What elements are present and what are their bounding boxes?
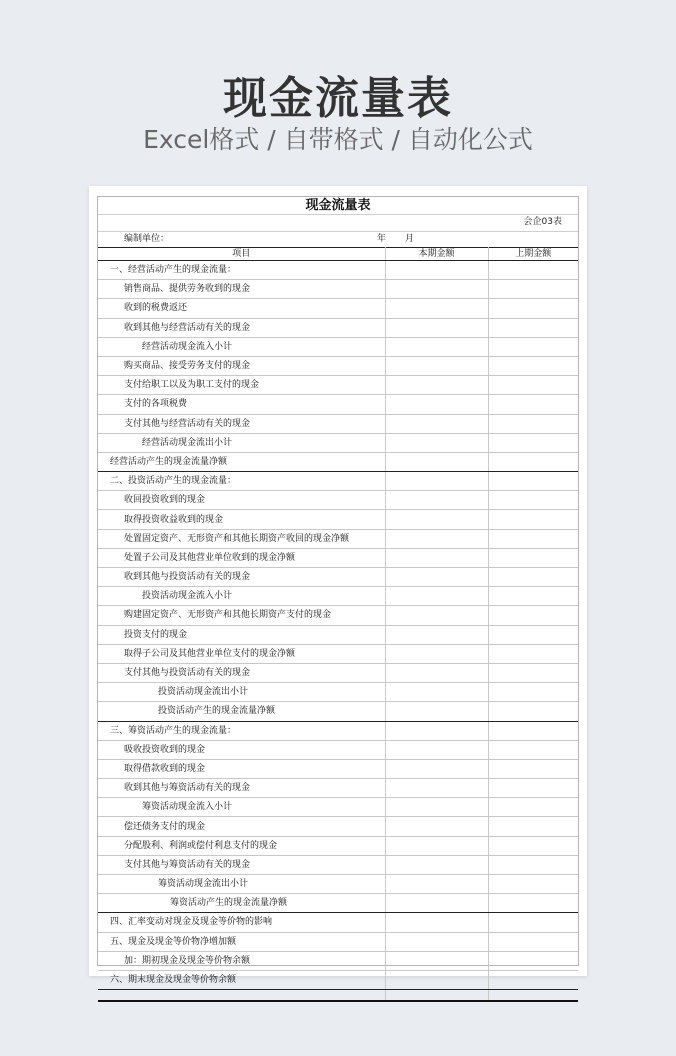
blank-cell bbox=[488, 990, 578, 1002]
cell-previous-amount[interactable] bbox=[488, 318, 578, 337]
table-header-row bbox=[98, 248, 578, 261]
cell-current-amount[interactable] bbox=[385, 721, 488, 740]
table-row bbox=[98, 702, 578, 721]
cell-current-amount[interactable] bbox=[385, 798, 488, 817]
row-label: 取得借款收到的现金 bbox=[98, 759, 385, 778]
unit-label: 编制单位： bbox=[124, 234, 170, 244]
cell-current-amount[interactable] bbox=[385, 491, 488, 510]
row-label: 收到的税费返还 bbox=[98, 299, 385, 318]
cell-previous-amount[interactable] bbox=[488, 414, 578, 433]
row-label: 处置子公司及其他营业单位收到的现金净额 bbox=[98, 548, 385, 567]
row-label: 支付其他与投资活动有关的现金 bbox=[98, 663, 385, 682]
cell-current-amount[interactable] bbox=[385, 568, 488, 587]
table-row bbox=[98, 299, 578, 318]
cell-current-amount[interactable] bbox=[385, 376, 488, 395]
table-row bbox=[98, 663, 578, 682]
table-row bbox=[98, 798, 578, 817]
table-body bbox=[98, 261, 578, 1002]
table-row bbox=[98, 376, 578, 395]
row-label: 加：期初现金及现金等价物余额 bbox=[98, 951, 385, 970]
row-label: 购买商品、接受劳务支付的现金 bbox=[98, 356, 385, 375]
cell-previous-amount[interactable] bbox=[488, 913, 578, 932]
blank-cell bbox=[385, 990, 488, 1002]
table-row bbox=[98, 644, 578, 663]
cell-previous-amount[interactable] bbox=[488, 798, 578, 817]
row-label: 支付其他与筹资活动有关的现金 bbox=[98, 855, 385, 874]
cell-previous-amount[interactable] bbox=[488, 261, 578, 280]
cell-previous-amount[interactable] bbox=[488, 548, 578, 567]
row-label: 处置固定资产、无形资产和其他长期资产收回的现金净额 bbox=[98, 529, 385, 548]
table-row bbox=[98, 817, 578, 836]
cell-previous-amount[interactable] bbox=[488, 702, 578, 721]
unit-row bbox=[98, 231, 578, 247]
table-row bbox=[98, 855, 578, 874]
cell-previous-amount[interactable] bbox=[488, 337, 578, 356]
table-row bbox=[98, 970, 578, 989]
table-row bbox=[98, 683, 578, 702]
table-row bbox=[98, 491, 578, 510]
table-row bbox=[98, 395, 578, 414]
cell-current-amount[interactable] bbox=[385, 472, 488, 491]
blank-cell bbox=[98, 990, 385, 1002]
cell-current-amount[interactable] bbox=[385, 510, 488, 529]
cell-current-amount[interactable] bbox=[385, 779, 488, 798]
row-label: 筹资活动现金流出小计 bbox=[98, 875, 385, 894]
row-label: 支付给职工以及为职工支付的现金 bbox=[98, 376, 385, 395]
table-row bbox=[98, 951, 578, 970]
cell-previous-amount[interactable] bbox=[488, 587, 578, 606]
table-row bbox=[98, 337, 578, 356]
table-row-blank bbox=[98, 990, 578, 1002]
row-label: 取得子公司及其他营业单位支付的现金净额 bbox=[98, 644, 385, 663]
cell-previous-amount[interactable] bbox=[488, 817, 578, 836]
page-subtitle: Excel格式 / 自带格式 / 自动化公式 bbox=[143, 125, 533, 154]
cell-previous-amount[interactable] bbox=[488, 376, 578, 395]
row-label: 投资活动现金流出小计 bbox=[98, 683, 385, 702]
cell-current-amount[interactable] bbox=[385, 740, 488, 759]
row-label: 偿还债务支付的现金 bbox=[98, 817, 385, 836]
table-row bbox=[98, 261, 578, 280]
sheet-title: 现金流量表 bbox=[98, 197, 578, 215]
table-row bbox=[98, 587, 578, 606]
cell-previous-amount[interactable] bbox=[488, 625, 578, 644]
row-label: 取得投资收益收到的现金 bbox=[98, 510, 385, 529]
cell-current-amount[interactable] bbox=[385, 433, 488, 452]
cell-previous-amount[interactable] bbox=[488, 568, 578, 587]
cell-previous-amount[interactable] bbox=[488, 472, 578, 491]
month-label: 月 bbox=[405, 234, 415, 244]
table-row bbox=[98, 529, 578, 548]
cell-current-amount[interactable] bbox=[385, 836, 488, 855]
cell-previous-amount[interactable] bbox=[488, 606, 578, 625]
table-row bbox=[98, 472, 578, 491]
table-row bbox=[98, 759, 578, 778]
table-row bbox=[98, 606, 578, 625]
table-row bbox=[98, 568, 578, 587]
row-label: 吸收投资收到的现金 bbox=[98, 740, 385, 759]
row-label: 经营活动现金流入小计 bbox=[98, 337, 385, 356]
cell-previous-amount[interactable] bbox=[488, 875, 578, 894]
table-row bbox=[98, 913, 578, 932]
cell-current-amount[interactable] bbox=[385, 644, 488, 663]
row-label: 收到其他与经营活动有关的现金 bbox=[98, 318, 385, 337]
cell-previous-amount[interactable] bbox=[488, 452, 578, 471]
cell-previous-amount[interactable] bbox=[488, 663, 578, 682]
row-label: 支付的各项税费 bbox=[98, 395, 385, 414]
row-label: 经营活动产生的现金流量净额 bbox=[98, 452, 385, 471]
cell-previous-amount[interactable] bbox=[488, 491, 578, 510]
row-label: 购建固定资产、无形资产和其他长期资产支付的现金 bbox=[98, 606, 385, 625]
cell-current-amount[interactable] bbox=[385, 299, 488, 318]
row-label: 一、经营活动产生的现金流量： bbox=[98, 261, 385, 280]
cell-current-amount[interactable] bbox=[385, 875, 488, 894]
cell-previous-amount[interactable] bbox=[488, 395, 578, 414]
cell-current-amount[interactable] bbox=[385, 261, 488, 280]
column-header-current: 本期金额 bbox=[385, 248, 488, 261]
table-row bbox=[98, 740, 578, 759]
cell-previous-amount[interactable] bbox=[488, 759, 578, 778]
form-code: 会企03表 bbox=[523, 217, 562, 227]
table-row bbox=[98, 875, 578, 894]
cell-current-amount[interactable] bbox=[385, 280, 488, 299]
page-title: 现金流量表 bbox=[223, 73, 453, 124]
cell-current-amount[interactable] bbox=[385, 683, 488, 702]
table-row bbox=[98, 356, 578, 375]
cell-current-amount[interactable] bbox=[385, 663, 488, 682]
cell-previous-amount[interactable] bbox=[488, 970, 578, 989]
cell-previous-amount[interactable] bbox=[488, 510, 578, 529]
cell-current-amount[interactable] bbox=[385, 337, 488, 356]
cell-current-amount[interactable] bbox=[385, 970, 488, 989]
cash-flow-table bbox=[98, 247, 578, 1002]
row-label: 支付其他与经营活动有关的现金 bbox=[98, 414, 385, 433]
cell-current-amount[interactable] bbox=[385, 855, 488, 874]
row-label: 二、投资活动产生的现金流量： bbox=[98, 472, 385, 491]
cell-current-amount[interactable] bbox=[385, 702, 488, 721]
cell-current-amount[interactable] bbox=[385, 625, 488, 644]
table-row bbox=[98, 932, 578, 951]
row-label: 销售商品、提供劳务收到的现金 bbox=[98, 280, 385, 299]
table-row bbox=[98, 721, 578, 740]
cell-previous-amount[interactable] bbox=[488, 894, 578, 913]
table-row bbox=[98, 836, 578, 855]
cell-current-amount[interactable] bbox=[385, 587, 488, 606]
cell-current-amount[interactable] bbox=[385, 894, 488, 913]
column-header-previous: 上期金额 bbox=[488, 248, 578, 261]
cell-current-amount[interactable] bbox=[385, 548, 488, 567]
row-label: 收回投资收到的现金 bbox=[98, 491, 385, 510]
table-row bbox=[98, 318, 578, 337]
spreadsheet-preview bbox=[89, 186, 587, 986]
cell-previous-amount[interactable] bbox=[488, 299, 578, 318]
cell-previous-amount[interactable] bbox=[488, 644, 578, 663]
row-label: 投资活动产生的现金流量净额 bbox=[98, 702, 385, 721]
table-row bbox=[98, 414, 578, 433]
cell-current-amount[interactable] bbox=[385, 932, 488, 951]
cell-current-amount[interactable] bbox=[385, 529, 488, 548]
cell-previous-amount[interactable] bbox=[488, 740, 578, 759]
table-row bbox=[98, 625, 578, 644]
table-row bbox=[98, 894, 578, 913]
row-label: 分配股利、利润或偿付利息支付的现金 bbox=[98, 836, 385, 855]
cell-current-amount[interactable] bbox=[385, 606, 488, 625]
cell-current-amount[interactable] bbox=[385, 913, 488, 932]
row-label: 筹资活动产生的现金流量净额 bbox=[98, 894, 385, 913]
table-row bbox=[98, 548, 578, 567]
year-label: 年 bbox=[377, 234, 387, 244]
row-label: 投资支付的现金 bbox=[98, 625, 385, 644]
cell-current-amount[interactable] bbox=[385, 759, 488, 778]
cell-current-amount[interactable] bbox=[385, 452, 488, 471]
cell-previous-amount[interactable] bbox=[488, 951, 578, 970]
row-label: 收到其他与筹资活动有关的现金 bbox=[98, 779, 385, 798]
table-row bbox=[98, 510, 578, 529]
cell-previous-amount[interactable] bbox=[488, 280, 578, 299]
cell-current-amount[interactable] bbox=[385, 951, 488, 970]
row-label: 五、现金及现金等价物净增加额 bbox=[98, 932, 385, 951]
row-label: 六、期末现金及现金等价物余额 bbox=[98, 970, 385, 989]
table-row bbox=[98, 779, 578, 798]
cell-current-amount[interactable] bbox=[385, 414, 488, 433]
row-label: 三、筹资活动产生的现金流量： bbox=[98, 721, 385, 740]
cell-previous-amount[interactable] bbox=[488, 433, 578, 452]
cell-current-amount[interactable] bbox=[385, 395, 488, 414]
cell-previous-amount[interactable] bbox=[488, 855, 578, 874]
row-label: 经营活动现金流出小计 bbox=[98, 433, 385, 452]
cell-current-amount[interactable] bbox=[385, 817, 488, 836]
cell-previous-amount[interactable] bbox=[488, 529, 578, 548]
table-row bbox=[98, 433, 578, 452]
cell-previous-amount[interactable] bbox=[488, 779, 578, 798]
cell-previous-amount[interactable] bbox=[488, 356, 578, 375]
row-label: 四、汇率变动对现金及现金等价物的影响 bbox=[98, 913, 385, 932]
row-label: 投资活动现金流入小计 bbox=[98, 587, 385, 606]
row-label: 收到其他与投资活动有关的现金 bbox=[98, 568, 385, 587]
cell-previous-amount[interactable] bbox=[488, 721, 578, 740]
cell-current-amount[interactable] bbox=[385, 318, 488, 337]
row-label: 筹资活动现金流入小计 bbox=[98, 798, 385, 817]
cell-previous-amount[interactable] bbox=[488, 683, 578, 702]
cell-previous-amount[interactable] bbox=[488, 932, 578, 951]
cell-previous-amount[interactable] bbox=[488, 836, 578, 855]
table-row bbox=[98, 452, 578, 471]
table-row bbox=[98, 280, 578, 299]
cell-current-amount[interactable] bbox=[385, 356, 488, 375]
column-header-item: 项目 bbox=[98, 248, 385, 261]
